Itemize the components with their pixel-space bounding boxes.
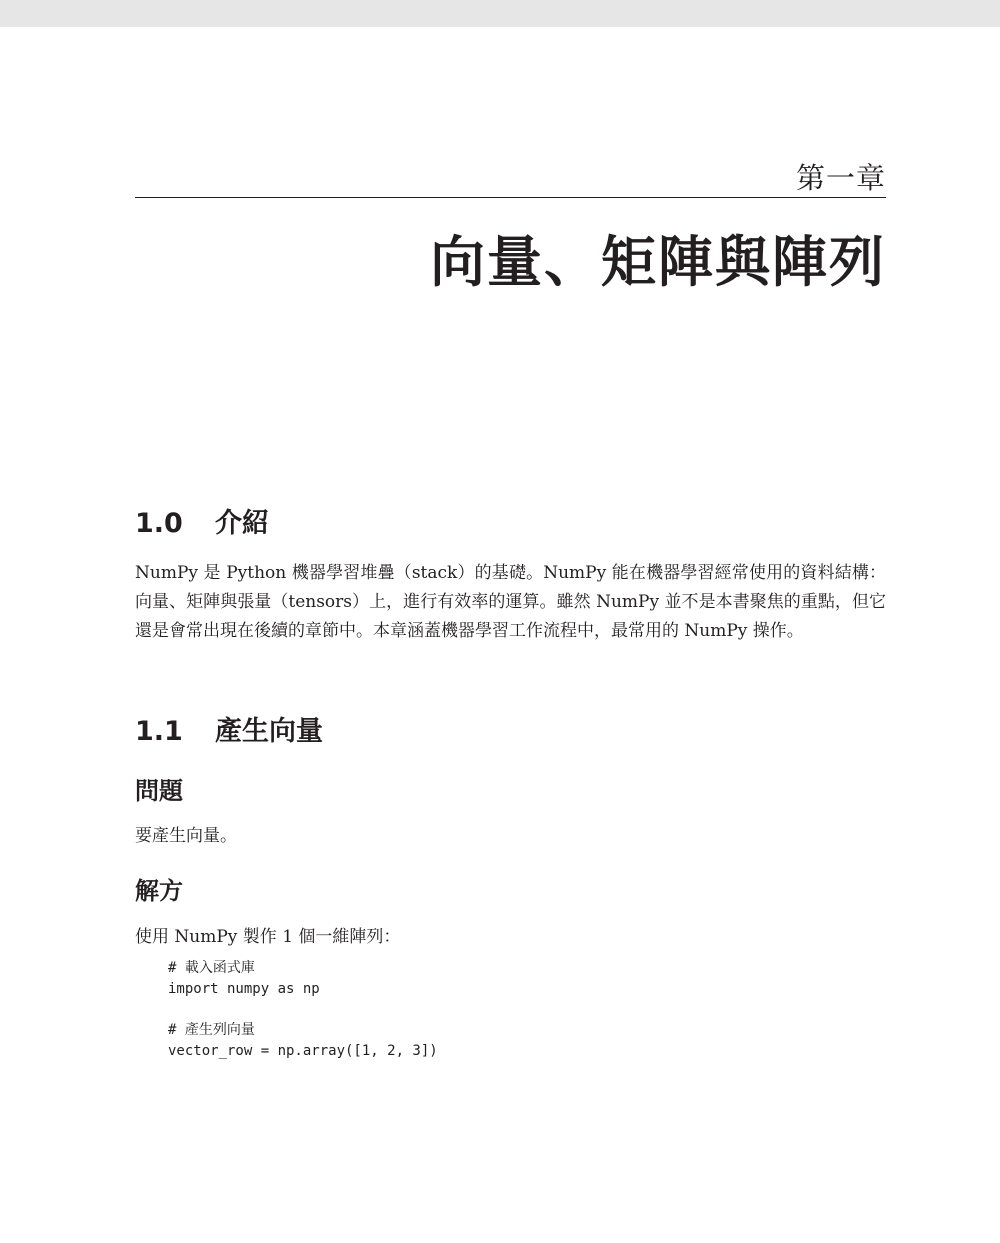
section-title: 產生向量	[215, 716, 323, 747]
code-comment: # 產生列向量	[168, 1022, 255, 1038]
section-heading-create-vector	[135, 713, 323, 751]
top-band	[0, 0, 1000, 27]
section-heading-intro	[135, 505, 269, 543]
code-spacer	[168, 1000, 438, 1020]
section-title: 介紹	[215, 508, 269, 539]
chapter-label: 第一章	[795, 161, 886, 195]
problem-text: 要產生向量。	[135, 826, 237, 846]
code-line: vector_row = np.array([1, 2, 3])	[168, 1043, 438, 1059]
code-comment: # 載入函式庫	[168, 960, 255, 976]
solution-text: 使用 NumPy 製作 1 個一維陣列：	[135, 927, 401, 947]
solution-heading: 解方	[135, 877, 183, 905]
section-number: 1.0	[135, 508, 183, 539]
chapter-title: 向量、矩陣與陣列	[429, 230, 886, 294]
code-block	[168, 958, 438, 1062]
code-line: import numpy as np	[168, 981, 320, 997]
intro-paragraph: NumPy 是 Python 機器學習堆疊（stack）的基礎。NumPy 能在機器學習經常使用的資料結構：向量、矩陣與張量（tensors）上，進行有效率的運算。雖然 NumPy 並不是本書聚焦的重點，但它還是會常出現在後續的章節中。本章涵蓋機器學習工作流程中，最常用的 NumPy 操作。	[135, 563, 886, 641]
section-number: 1.1	[135, 716, 183, 747]
problem-heading: 問題	[135, 777, 183, 805]
chapter-divider	[135, 197, 886, 198]
